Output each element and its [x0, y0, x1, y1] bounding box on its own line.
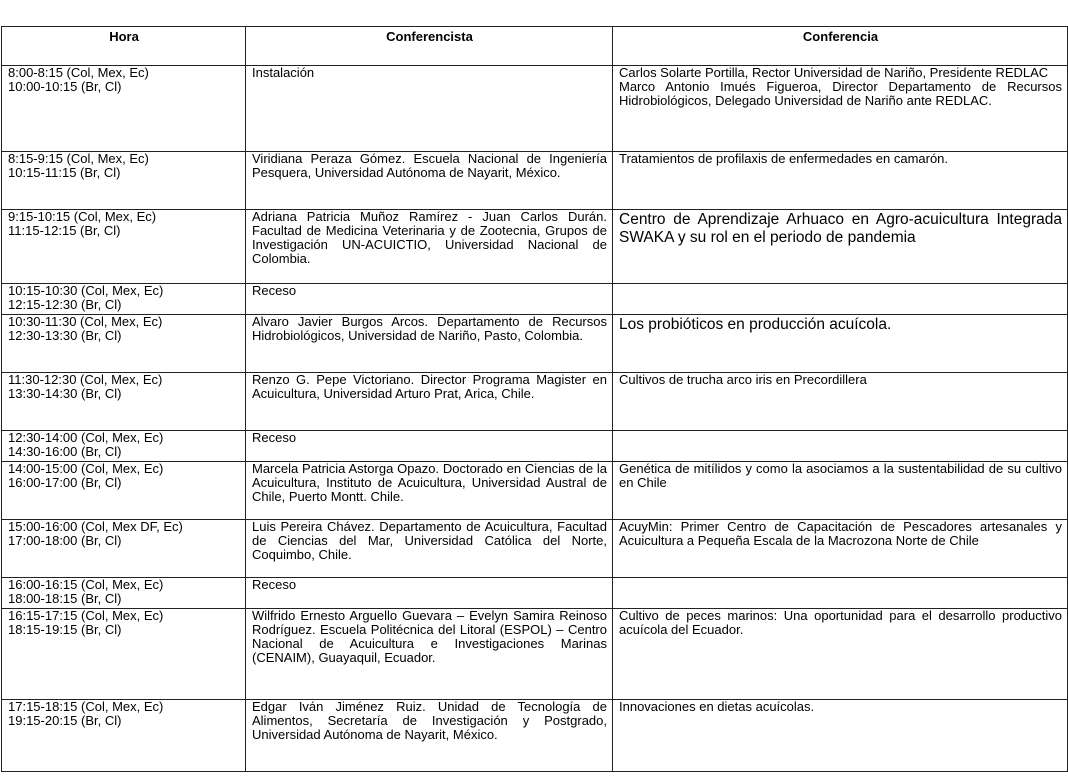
hora-br-cl: 18:15-19:15 (Br, Cl): [8, 622, 122, 637]
conferencia-cell: [613, 315, 1068, 373]
hora-local: 16:00-16:15 (Col, Mex, Ec): [8, 577, 164, 592]
conferencista-cell: Renzo G. Pepe Victoriano. Director Programa Magister en Acuicultura, Universidad Arturo Prat, Arica, Chile.: [246, 373, 613, 431]
hora-cell: [2, 431, 246, 462]
header-conferencista: Conferencista: [246, 27, 613, 66]
conferencia-cell: [613, 284, 1068, 315]
hora-cell: [2, 210, 246, 284]
table-row: [2, 462, 1068, 520]
conferencista-cell: Receso: [246, 578, 613, 609]
hora-local: 10:15-10:30 (Col, Mex, Ec): [8, 283, 164, 298]
conferencista-cell: Receso: [246, 431, 613, 462]
header-hora: Hora: [2, 27, 246, 66]
hora-cell: [2, 520, 246, 578]
conferencia-cell: [613, 431, 1068, 462]
hora-local: 17:15-18:15 (Col, Mex, Ec): [8, 699, 164, 714]
table-row: [2, 609, 1068, 700]
table-row: [2, 578, 1068, 609]
table-row: [2, 520, 1068, 578]
conferencia-cell: [613, 66, 1068, 152]
conferencista-cell: Viridiana Peraza Gómez. Escuela Nacional de Ingeniería Pesquera, Universidad Autónoma de Nayarit, México.: [246, 152, 613, 210]
hora-local: 12:30-14:00 (Col, Mex, Ec): [8, 430, 164, 445]
header-row: [2, 27, 1068, 66]
hora-cell: [2, 462, 246, 520]
hora-local: 9:15-10:15 (Col, Mex, Ec): [8, 209, 157, 224]
hora-br-cl: 17:00-18:00 (Br, Cl): [8, 533, 122, 548]
hora-br-cl: 10:15-11:15 (Br, Cl): [8, 165, 121, 180]
hora-cell: [2, 700, 246, 772]
hora-br-cl: 16:00-17:00 (Br, Cl): [8, 475, 122, 490]
hora-local: 16:15-17:15 (Col, Mex, Ec): [8, 608, 164, 623]
conferencia-cell: [613, 210, 1068, 284]
hora-br-cl: 10:00-10:15 (Br, Cl): [8, 79, 122, 94]
header-conferencia: Conferencia: [613, 27, 1068, 66]
hora-cell: [2, 609, 246, 700]
hora-cell: [2, 315, 246, 373]
conferencia-cell: Tratamientos de profilaxis de enfermedades en camarón.: [613, 152, 1068, 210]
conferencia-title: Los probióticos en producción acuícola.: [619, 316, 892, 333]
conferencista-cell: Wilfrido Ernesto Arguello Guevara – Evelyn Samira Reinoso Rodríguez. Escuela Politécnica del Litoral (ESPOL) – Centro Nacional de Acuicultura e Investigaciones Marinas (CENAIM), Guayaquil, Ecuador.: [246, 609, 613, 700]
conferencista-cell: Instalación: [246, 66, 613, 152]
hora-br-cl: 13:30-14:30 (Br, Cl): [8, 386, 122, 401]
table-row: [2, 431, 1068, 462]
conferencia-cell: [613, 578, 1068, 609]
conferencia-cell: Cultivos de trucha arco iris en Precordillera: [613, 373, 1068, 431]
table-row: [2, 315, 1068, 373]
hora-br-cl: 11:15-12:15 (Br, Cl): [8, 223, 121, 238]
table-row: [2, 284, 1068, 315]
hora-cell: [2, 373, 246, 431]
table-row: [2, 373, 1068, 431]
conferencia-cell: Genética de mitílidos y como la asociamos a la sustentabilidad de su cultivo en Chile: [613, 462, 1068, 520]
hora-local: 8:15-9:15 (Col, Mex, Ec): [8, 151, 149, 166]
hora-local: 10:30-11:30 (Col, Mex, Ec): [8, 314, 163, 329]
conferencia-line-2: Marco Antonio Imués Figueroa, Director Departamento de Recursos Hidrobiológicos, Delegado Universidad de Nariño ante REDLAC.: [619, 79, 1062, 108]
conferencia-title: Centro de Aprendizaje Arhuaco en Agro-acuicultura Integrada SWAKA y su rol en el periodo de pandemia: [619, 211, 1062, 246]
conferencista-cell: Edgar Iván Jiménez Ruiz. Unidad de Tecnología de Alimentos, Secretaría de Investigación y Postgrado, Universidad Autónoma de Nayarit, México.: [246, 700, 613, 772]
conferencista-cell: Adriana Patricia Muñoz Ramírez - Juan Carlos Durán. Facultad de Medicina Veterinaria y de Zootecnia, Grupos de Investigación UN-ACUICTIO, Universidad Nacional de Colombia.: [246, 210, 613, 284]
table-row: [2, 210, 1068, 284]
conferencista-cell: Receso: [246, 284, 613, 315]
conferencia-cell: Innovaciones en dietas acuícolas.: [613, 700, 1068, 772]
conferencista-cell: Luis Pereira Chávez. Departamento de Acuicultura, Facultad de Ciencias del Mar, Universidad Católica del Norte, Coquimbo, Chile.: [246, 520, 613, 578]
hora-cell: [2, 284, 246, 315]
table-row: [2, 152, 1068, 210]
hora-br-cl: 12:15-12:30 (Br, Cl): [8, 297, 122, 312]
conferencia-line-1: Carlos Solarte Portilla, Rector Universidad de Nariño, Presidente REDLAC: [619, 65, 1049, 80]
hora-br-cl: 18:00-18:15 (Br, Cl): [8, 591, 122, 606]
hora-cell: [2, 66, 246, 152]
table-row: [2, 66, 1068, 152]
conferencia-cell: AcuyMin: Primer Centro de Capacitación de Pescadores artesanales y Acuicultura a Pequeña Escala de la Macrozona Norte de Chile: [613, 520, 1068, 578]
hora-local: 8:00-8:15 (Col, Mex, Ec): [8, 65, 149, 80]
hora-br-cl: 12:30-13:30 (Br, Cl): [8, 328, 122, 343]
hora-local: 14:00-15:00 (Col, Mex, Ec): [8, 461, 164, 476]
table-row: [2, 700, 1068, 772]
hora-br-cl: 14:30-16:00 (Br, Cl): [8, 444, 122, 459]
conferencista-cell: Marcela Patricia Astorga Opazo. Doctorado en Ciencias de la Acuicultura, Instituto de Acuicultura, Universidad Austral de Chile, Puerto Montt. Chile.: [246, 462, 613, 520]
conferencia-cell: Cultivo de peces marinos: Una oportunidad para el desarrollo productivo acuícola del Ecuador.: [613, 609, 1068, 700]
hora-cell: [2, 578, 246, 609]
hora-cell: [2, 152, 246, 210]
hora-br-cl: 19:15-20:15 (Br, Cl): [8, 713, 122, 728]
schedule-table: [1, 26, 1068, 772]
hora-local: 15:00-16:00 (Col, Mex DF, Ec): [8, 519, 183, 534]
conferencista-cell: Alvaro Javier Burgos Arcos. Departamento de Recursos Hidrobiológicos, Universidad de Nariño, Pasto, Colombia.: [246, 315, 613, 373]
hora-local: 11:30-12:30 (Col, Mex, Ec): [8, 372, 163, 387]
